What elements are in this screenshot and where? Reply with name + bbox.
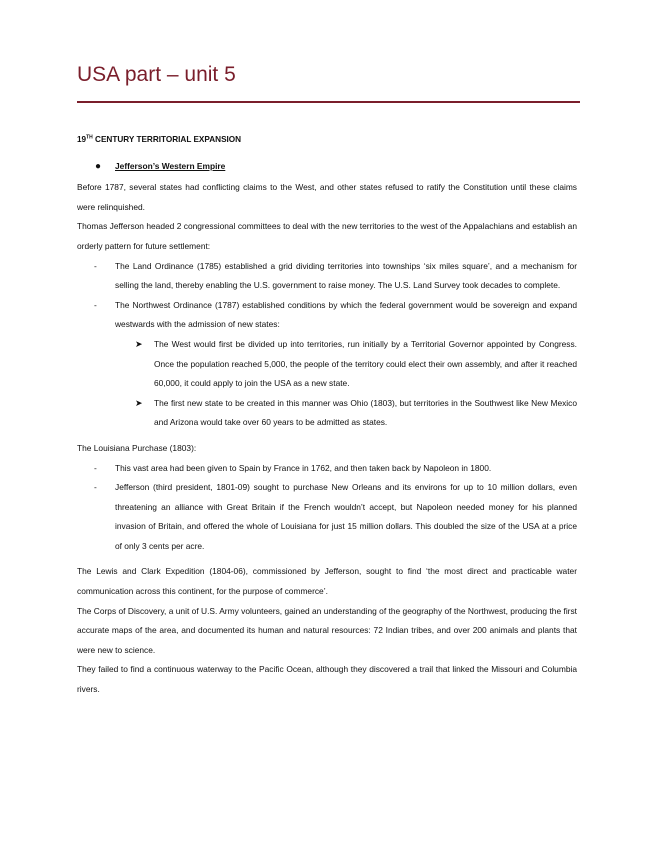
sub-list-item-text: The West would first be divided up into territories, run initially by a Territorial Governor appointed by Congress. Once the population reached 5,000, the people of the territory could elect their own assembly, and after it reached 60,000, it could apply to join the USA as a new state. [154,338,577,389]
list-item [77,257,577,296]
dash-icon: - [94,482,97,493]
document-body [77,130,577,700]
list-item-text: This vast area had been given to Spain by France in 1762, and then taken back by Napoleon in 1800. [115,462,492,473]
list-item [77,296,577,335]
section-heading-text: CENTURY TERRITORIAL EXPANSION [92,135,242,144]
paragraph-waterway: They failed to find a continuous waterway to the Pacific Ocean, although they discovered a trail that linked the Missouri and Columbia rivers. [77,664,577,695]
list-item-text: The Land Ordinance (1785) established a grid dividing territories into townships ‘six miles square’, and a mechanism for selling the land, thereby enabling the U.S. government to raise money. The U.S. Land Survey took decades to complete. [115,260,577,291]
title-divider [77,101,580,103]
list-item [77,478,577,556]
paragraph-claims: Before 1787, several states had conflicting claims to the West, and other states refused to ratify the Constitution until these claims were relinquished. [77,182,577,212]
paragraph-louisiana-heading: The Louisiana Purchase (1803): [77,442,197,453]
list-item-text: The Northwest Ordinance (1787) established conditions by which the federal government would be sovereign and expand westwards with the admission of new states: [115,299,577,330]
section-heading-sup: TH [86,134,93,141]
subheading: Jefferson’s Western Empire [115,160,226,171]
arrow-bullet-icon: ➤ [135,397,143,408]
dash-icon: - [94,260,97,271]
subheading-bullet [95,157,577,177]
sub-list-item-text: The first new state to be created in this manner was Ohio (1803), but territories in the Southwest like New Mexico and Arizona would take over 60 years to be admitted as states. [154,397,577,428]
paragraph-lewis-clark: The Lewis and Clark Expedition (1804-06), commissioned by Jefferson, sought to find ‘the most direct and practicable water communication across this continent, for the purpose of commerce’. [77,566,577,597]
paragraph-committees: Thomas Jefferson headed 2 congressional committees to deal with the new territories to the west of the Appalachians and establish an orderly pattern for future settlement: [77,221,577,251]
section-heading-number: 19 [77,135,87,144]
list-item [77,459,577,479]
dash-icon: - [94,462,97,473]
arrow-bullet-icon: ➤ [135,338,143,349]
list-item-text: Jefferson (third president, 1801-09) sought to purchase New Orleans and its environs for up to 10 million dollars, even threatening an alliance with Great Britain if the French wouldn’t accept, but Napoleon needed money for his planned invasion of Britain, and offered the whole of Louisiana for just 15 million dollars. This doubled the size of the USA at a price of only 3 cents per acre. [115,482,577,551]
sub-list-item [135,335,577,394]
section-heading [77,130,577,150]
bullet-dot-icon: ● [95,160,102,172]
page-title: USA part – unit 5 [77,63,236,86]
paragraph-corps: The Corps of Discovery, a unit of U.S. Army volunteers, gained an understanding of the geography of the Northwest, producing the first accurate maps of the area, and documented its human and natural resources: 72 Indian tribes, and over 200 animals and plants that were new to science. [77,605,577,655]
sub-list-item [135,394,577,433]
dash-icon: - [94,299,97,310]
